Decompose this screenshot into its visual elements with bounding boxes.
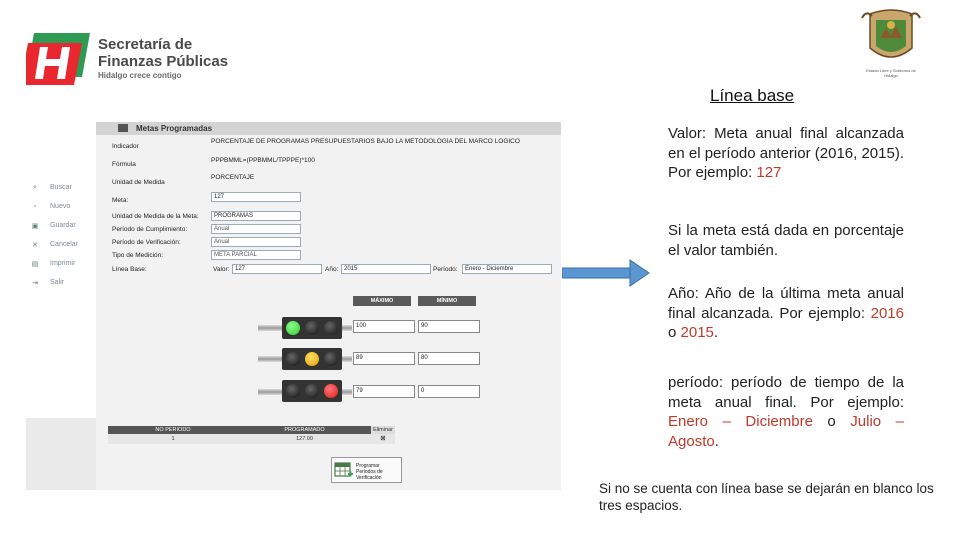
unidad-label: Unidad de Medida: [112, 179, 165, 186]
meta-label: Meta:: [112, 197, 129, 204]
light-pole: [342, 356, 352, 362]
valor-text: Valor: Meta anual final alcanzada en el período anterior (2016, 2015). Por ejemplo:: [668, 125, 904, 181]
unidad-meta-label: Unidad de Medida de la Meta:: [112, 213, 199, 220]
col-programado: PROGRAMADO: [284, 427, 325, 433]
programar-periodos-button[interactable]: [331, 457, 402, 483]
sidebar-item-guardar[interactable]: [26, 216, 92, 235]
col-no-periodo: NO PERIODO: [155, 427, 191, 433]
sidebar-item-label: Salir: [50, 279, 65, 286]
max-input-red[interactable]: 79: [353, 385, 415, 398]
new-file-icon: ▫: [33, 203, 37, 210]
valor-input[interactable]: 127: [232, 264, 322, 274]
sidebar: [26, 178, 92, 292]
exit-icon: ⇥: [32, 279, 38, 287]
unidad-meta-input[interactable]: PROGRAMAS: [211, 211, 301, 221]
off-bulb: [324, 352, 338, 366]
light-pole: [258, 325, 282, 331]
table-row: [108, 434, 395, 444]
valor-label: Valor:: [213, 266, 230, 273]
panel-title: Metas Programadas: [136, 124, 213, 133]
delete-icon[interactable]: ☒: [380, 436, 386, 442]
off-bulb: [324, 321, 338, 335]
min-input-red[interactable]: 0: [418, 385, 480, 398]
unidad-value: PORCENTAJE: [211, 174, 255, 181]
anio-text: Año: Año de la última meta anual final alcanzada. Por ejemplo:: [668, 285, 904, 322]
sidebar-item-salir[interactable]: [26, 273, 92, 292]
periodo-example-1: Enero – Diciembre: [668, 413, 813, 430]
valor-example: 127: [756, 164, 782, 181]
sidebar-item-cancelar[interactable]: [26, 235, 92, 254]
max-input-green[interactable]: 100: [353, 320, 415, 333]
programar-label: Programar Periodos de Verificación: [356, 463, 383, 481]
minimo-header: MÍNIMO: [418, 296, 476, 306]
periodos-table: [108, 426, 395, 444]
anio-label: Año:: [325, 266, 339, 273]
light-pole: [258, 356, 282, 362]
traffic-light-red: [282, 380, 342, 402]
sidebar-item-label: Cancelar: [50, 241, 79, 248]
logo-line-2: Finanzas Públicas: [98, 53, 229, 70]
paragraph-valor: [668, 124, 904, 183]
max-input-yellow[interactable]: 89: [353, 352, 415, 365]
periodo-cumplimiento-select[interactable]: Anual: [211, 224, 301, 234]
yellow-bulb: [305, 352, 319, 366]
panel-header: [96, 122, 561, 135]
meta-input[interactable]: 127: [211, 192, 301, 202]
tipo-medicion-label: Tipo de Medición:: [112, 252, 164, 259]
green-bulb: [286, 321, 300, 335]
linea-base-label: Línea Base:: [112, 266, 147, 273]
calendar-icon: [118, 124, 128, 132]
formula-value: PPPBMML=(PPBMML/TPPPE)*100: [211, 157, 315, 164]
periodo-input[interactable]: Enero - Diciembre: [462, 264, 552, 274]
periodo-verificacion-select[interactable]: Anual: [211, 237, 301, 247]
sidebar-item-label: Nuevo: [50, 203, 71, 210]
off-bulb: [305, 321, 319, 335]
light-pole: [258, 389, 282, 395]
sidebar-item-buscar[interactable]: [26, 178, 92, 197]
min-input-green[interactable]: 90: [418, 320, 480, 333]
sidebar-item-label: Imprimir: [50, 260, 76, 267]
off-bulb: [286, 352, 300, 366]
table-header: [108, 426, 395, 434]
light-pole: [342, 325, 352, 331]
anio-end: .: [713, 324, 719, 341]
tipo-medicion-select[interactable]: META PARCIAL: [211, 250, 301, 260]
traffic-light-yellow: [282, 348, 342, 370]
maximo-header: MÁXIMO: [353, 296, 411, 306]
cell-no-periodo: 1: [171, 436, 175, 442]
periodo-text: período: período de tiempo de la meta anual final. Por ejemplo:: [668, 374, 904, 411]
periodo-connector: o: [812, 413, 851, 430]
logo-slogan: Hidalgo crece contigo: [98, 71, 182, 80]
periodo-label: Período:: [433, 266, 458, 273]
calendar-add-icon: [334, 460, 354, 480]
sidebar-footer-block: [26, 418, 96, 490]
paragraph-anio: [668, 284, 904, 343]
red-bulb: [324, 384, 338, 398]
sidebar-item-nuevo[interactable]: [26, 197, 92, 216]
sidebar-item-label: Guardar: [50, 222, 76, 229]
sfp-logo-text: [98, 36, 228, 82]
cancel-icon: ✕: [32, 241, 38, 249]
light-pole: [342, 389, 352, 395]
anio-example-1: 2016: [870, 304, 904, 322]
periodo-end: .: [714, 432, 719, 450]
paragraph-periodo: [668, 373, 904, 451]
search-icon: ⌕: [33, 183, 37, 191]
paragraph-porcentaje: Si la meta está dada en porcentaje el valor también.: [668, 222, 904, 259]
traffic-light-green: [282, 317, 342, 339]
anio-connector: o: [668, 324, 681, 341]
sidebar-item-imprimir[interactable]: [26, 254, 92, 273]
off-bulb: [305, 384, 319, 398]
indicador-value: PORCENTAJE DE PROGRAMAS PRESUPUESTARIOS BAJO LA METODOLOGÍA DEL MARCO LÓGICO: [211, 138, 520, 145]
print-icon: ▤: [31, 260, 39, 268]
crest-caption: Estado Libre y Soberano de Hidalgo: [866, 68, 916, 78]
indicador-label: Indicador: [112, 143, 139, 150]
explanation-title: Línea base: [710, 86, 795, 105]
save-icon: ▣: [31, 222, 39, 230]
min-input-yellow[interactable]: 80: [418, 352, 480, 365]
periodo-verificacion-label: Período de Verificación:: [112, 239, 181, 246]
periodo-cumplimiento-label: Período de Cumplimiento:: [112, 226, 188, 233]
arrow-right-icon: [562, 258, 650, 288]
anio-input[interactable]: 2015: [341, 264, 431, 274]
sidebar-item-label: Buscar: [50, 184, 72, 191]
footer-note: Si no se cuenta con línea base se dejarán en blanco los tres espacios.: [599, 481, 934, 513]
sfp-logo-icon: [26, 33, 90, 85]
cell-programado: 127.00: [296, 436, 313, 442]
periodo-example-2: Julio – Agosto: [668, 413, 905, 450]
logo-line-1: Secretaría de: [98, 36, 193, 53]
col-eliminar: Eliminar: [371, 426, 395, 434]
anio-example-2: 2015: [680, 324, 714, 341]
formula-label: Fórmula: [112, 161, 136, 168]
off-bulb: [286, 384, 300, 398]
